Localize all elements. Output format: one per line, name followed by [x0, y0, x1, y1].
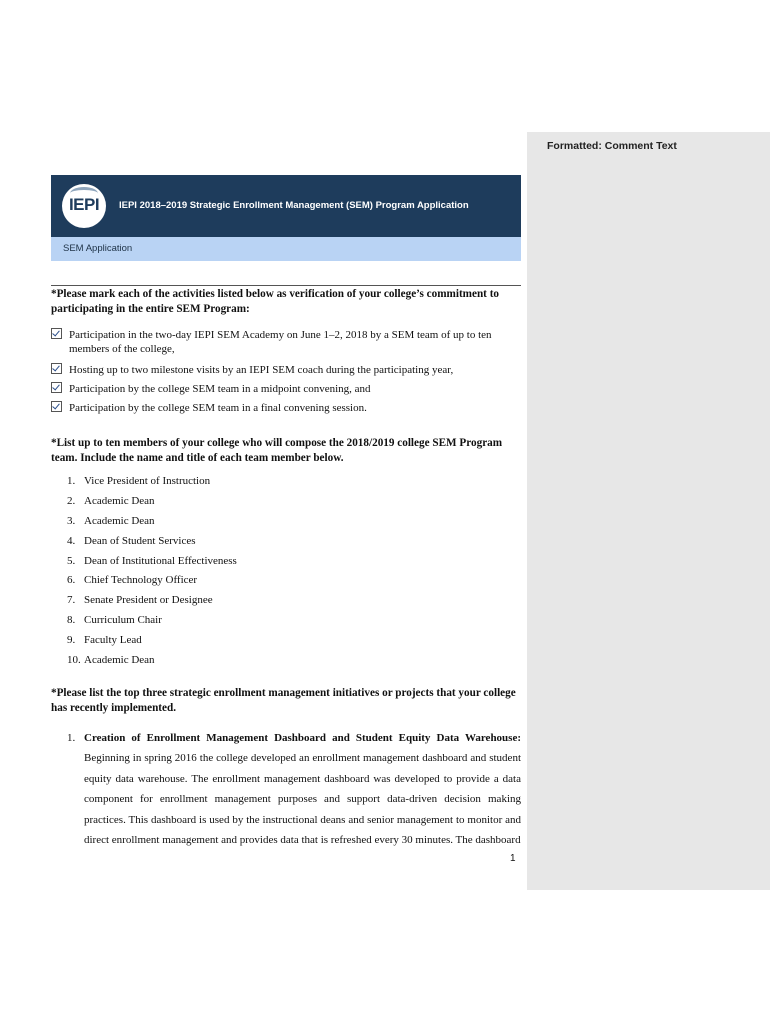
comment-pane-title: Formatted: Comment Text: [547, 140, 677, 152]
member-title: Dean of Student Services: [84, 535, 196, 547]
activity-text: Participation by the college SEM team in a midpoint convening, and: [69, 383, 371, 395]
member-title: Vice President of Instruction: [84, 475, 211, 487]
section3-prompt: *Please list the top three strategic enrollment management initiatives or projects that your college has recently implemented.: [51, 687, 516, 714]
activity-text: Participation by the college SEM team in a final convening session.: [69, 402, 367, 414]
header-subtitle: SEM Application: [63, 243, 133, 254]
member-title: Academic Dean: [84, 654, 155, 666]
member-number: 10.: [67, 654, 81, 666]
member-title: Academic Dean: [84, 515, 155, 527]
header-subbar: [51, 237, 521, 261]
member-number: 4.: [67, 535, 76, 547]
checkbox-checked-icon[interactable]: [51, 382, 62, 393]
divider-rule: [51, 285, 521, 286]
member-title: Academic Dean: [84, 495, 155, 507]
logo-text: IEPI: [68, 195, 100, 214]
activity-text: Hosting up to two milestone visits by an IEPI SEM coach during the participating year,: [69, 364, 454, 376]
initiative-number: 1.: [67, 732, 76, 744]
member-number: 6.: [67, 574, 76, 586]
member-number: 7.: [67, 594, 76, 606]
activity-text: Participation in the two-day IEPI SEM Academy on June 1–2, 2018 by a SEM team of up to ten members of the college,: [69, 329, 492, 355]
team-member-item: [67, 475, 210, 487]
initiative-heading: Creation of Enrollment Management Dashboard and Student Equity Data Warehouse:: [84, 732, 521, 744]
team-member-item: [67, 634, 142, 646]
page-number: 1: [510, 853, 516, 864]
comment-pane: [527, 132, 770, 890]
team-member-item: [67, 654, 155, 666]
checkbox-checked-icon[interactable]: [51, 401, 62, 412]
team-member-item: [67, 495, 155, 507]
member-title: Faculty Lead: [84, 634, 142, 646]
member-title: Curriculum Chair: [84, 614, 162, 626]
initiative-text: Beginning in spring 2016 the college developed an enrollment management dashboard and student equity data warehouse. The enrollment management dashboard was developed to provide a data component for enrollment management purposes and support data-driven decision making practices. This dashboard is used by the instructional deans and senior management to monitor and direct enrollment management and provides data that is refreshed every 30 minutes. The dashboard: [84, 752, 521, 847]
member-number: 2.: [67, 495, 76, 507]
team-member-item: [67, 515, 155, 527]
member-number: 3.: [67, 515, 76, 527]
section2-prompt: *List up to ten members of your college who will compose the 2018/2019 college SEM Program team. Include the name and title of each team member below.: [51, 437, 503, 464]
member-number: 5.: [67, 555, 76, 567]
team-member-item: [67, 594, 213, 606]
iepi-logo: [62, 184, 106, 228]
member-title: Dean of Institutional Effectiveness: [84, 555, 237, 567]
member-title: Chief Technology Officer: [84, 574, 198, 586]
initiative-body: [84, 728, 521, 850]
team-member-item: [67, 574, 197, 586]
header-title: IEPI 2018–2019 Strategic Enrollment Management (SEM) Program Application: [119, 200, 469, 211]
team-member-item: [67, 614, 162, 626]
member-number: 8.: [67, 614, 76, 626]
header-banner: [51, 175, 521, 237]
team-member-item: [67, 555, 237, 567]
section1-prompt: *Please mark each of the activities listed below as verification of your college’s commitment to participating in the entire SEM Program:: [51, 288, 500, 315]
checkbox-checked-icon[interactable]: [51, 363, 62, 374]
member-number: 1.: [67, 475, 76, 487]
member-number: 9.: [67, 634, 76, 646]
checkbox-checked-icon[interactable]: [51, 328, 62, 339]
team-member-item: [67, 535, 196, 547]
member-title: Senate President or Designee: [84, 594, 213, 606]
